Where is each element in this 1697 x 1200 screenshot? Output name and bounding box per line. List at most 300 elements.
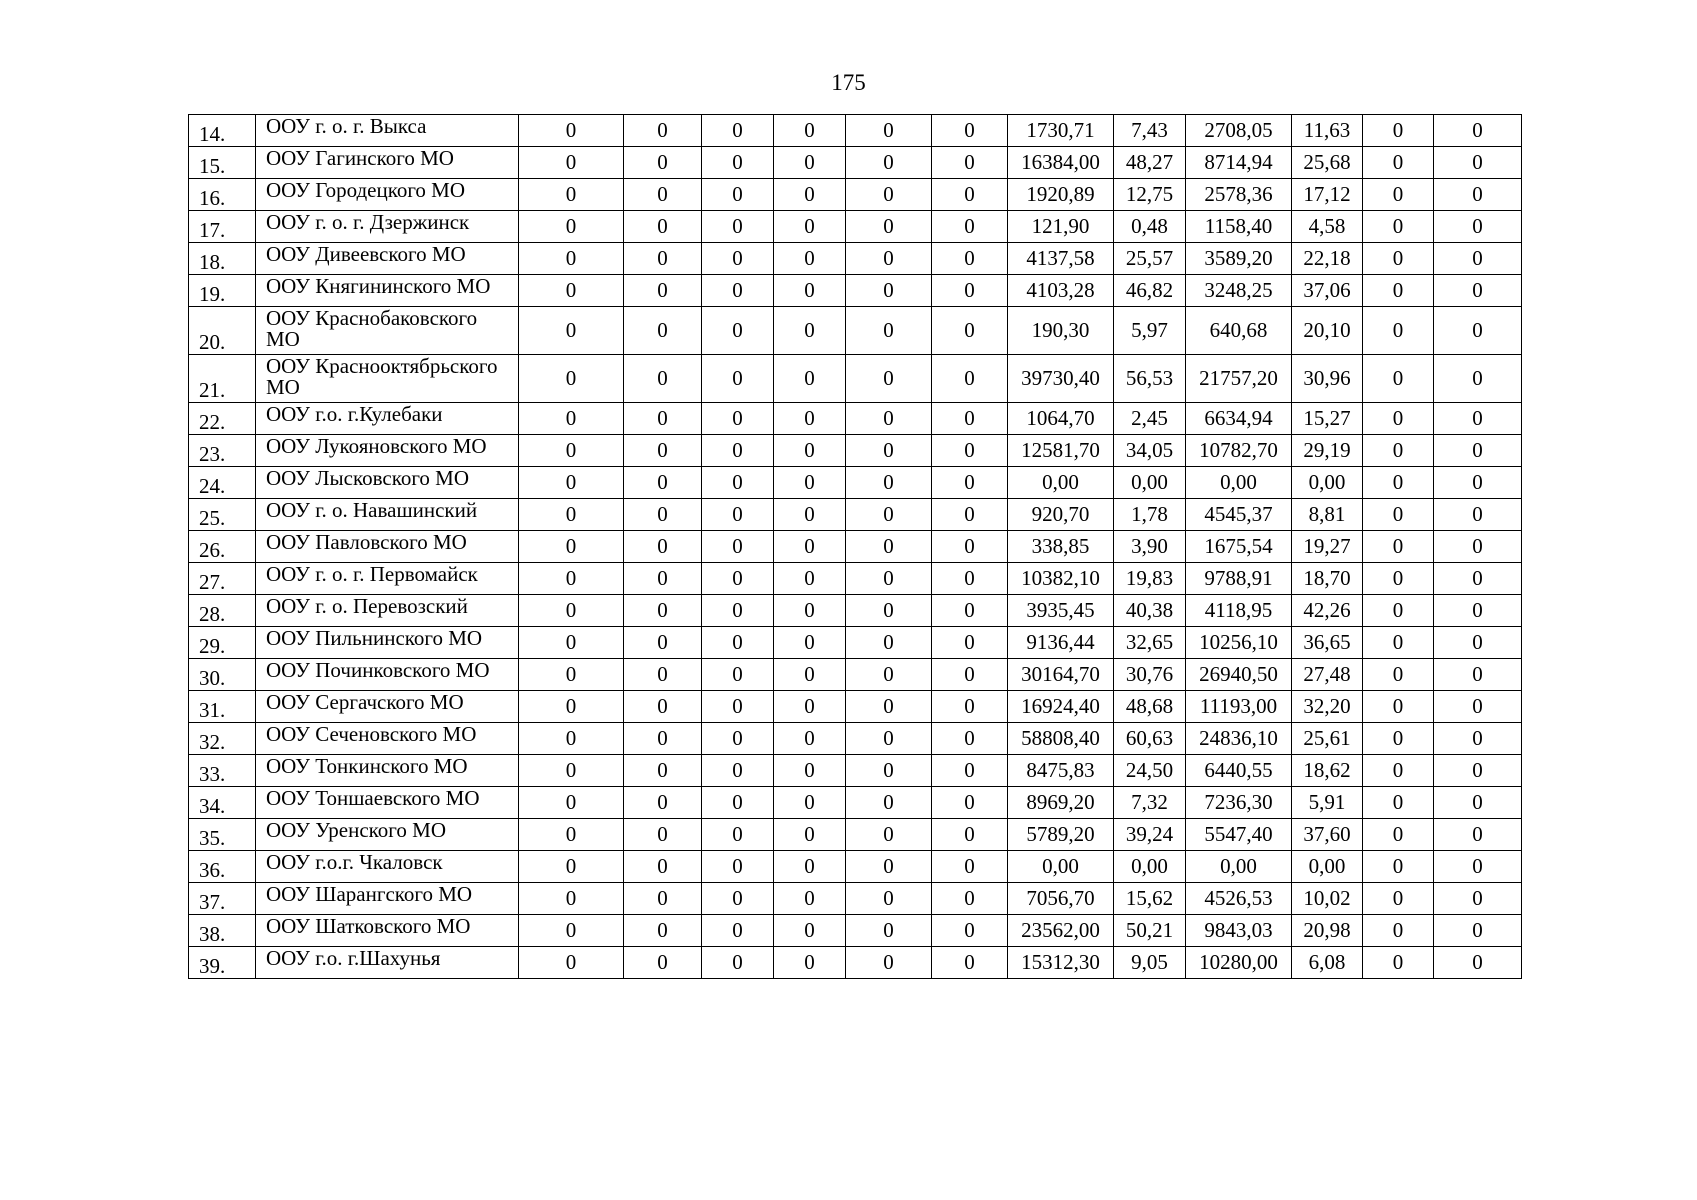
value-cell: 0: [519, 755, 624, 787]
value-cell: 0: [702, 819, 774, 851]
value-cell: 0: [774, 787, 846, 819]
value-cell: 0: [774, 307, 846, 355]
value-cell: 0: [774, 915, 846, 947]
value-cell: 0: [774, 883, 846, 915]
value-cell: 0: [702, 691, 774, 723]
value-cell: 0: [1363, 307, 1434, 355]
value-cell: 0: [1434, 467, 1522, 499]
value-cell: 3935,45: [1008, 595, 1114, 627]
table-row: [189, 355, 1522, 403]
value-cell: 17,12: [1292, 179, 1363, 211]
value-cell: 0: [1363, 563, 1434, 595]
row-number: 28.: [189, 595, 256, 627]
value-cell: 48,27: [1114, 147, 1186, 179]
organization-name: ООУ г. о. г. Первомайск: [256, 563, 519, 595]
value-cell: 0,00: [1008, 467, 1114, 499]
organization-name: ООУ Городецкого МО: [256, 179, 519, 211]
value-cell: 3248,25: [1186, 275, 1292, 307]
value-cell: 0: [702, 627, 774, 659]
row-number: 15.: [189, 147, 256, 179]
value-cell: 0: [1363, 883, 1434, 915]
value-cell: 0: [1363, 467, 1434, 499]
value-cell: 0,00: [1292, 851, 1363, 883]
value-cell: 42,26: [1292, 595, 1363, 627]
value-cell: 6,08: [1292, 947, 1363, 979]
row-number: 36.: [189, 851, 256, 883]
row-number: 16.: [189, 179, 256, 211]
value-cell: 0: [519, 723, 624, 755]
value-cell: 0: [624, 467, 702, 499]
value-cell: 0: [846, 563, 932, 595]
value-cell: 0: [624, 403, 702, 435]
value-cell: 0: [624, 147, 702, 179]
organization-name: ООУ Краснооктябрьского МО: [256, 355, 519, 403]
value-cell: 0: [932, 659, 1008, 691]
row-number: 22.: [189, 403, 256, 435]
value-cell: 0: [846, 787, 932, 819]
value-cell: 0: [1434, 563, 1522, 595]
table-row: [189, 691, 1522, 723]
value-cell: 29,19: [1292, 435, 1363, 467]
value-cell: 0: [702, 307, 774, 355]
organization-name: ООУ Пильнинского МО: [256, 627, 519, 659]
value-cell: 0: [519, 243, 624, 275]
value-cell: 0: [774, 275, 846, 307]
value-cell: 0: [1434, 723, 1522, 755]
value-cell: 0: [1434, 883, 1522, 915]
organization-name: ООУ Шатковского МО: [256, 915, 519, 947]
row-number: 34.: [189, 787, 256, 819]
table-row: [189, 787, 1522, 819]
value-cell: 27,48: [1292, 659, 1363, 691]
value-cell: 0: [932, 563, 1008, 595]
value-cell: 0: [702, 851, 774, 883]
value-cell: 0: [846, 355, 932, 403]
value-cell: 0: [624, 723, 702, 755]
value-cell: 0: [1434, 947, 1522, 979]
value-cell: 1158,40: [1186, 211, 1292, 243]
value-cell: 0: [519, 787, 624, 819]
table-row: [189, 435, 1522, 467]
organization-name: ООУ Уренского МО: [256, 819, 519, 851]
value-cell: 0: [702, 243, 774, 275]
organization-name: ООУ г. о. Навашинский: [256, 499, 519, 531]
value-cell: 0: [702, 403, 774, 435]
value-cell: 0: [932, 307, 1008, 355]
value-cell: 0: [624, 275, 702, 307]
value-cell: 0,00: [1114, 467, 1186, 499]
value-cell: 0: [1363, 755, 1434, 787]
value-cell: 0: [846, 627, 932, 659]
value-cell: 0: [702, 659, 774, 691]
table-row: [189, 723, 1522, 755]
value-cell: 0: [774, 563, 846, 595]
value-cell: 0: [519, 595, 624, 627]
value-cell: 0: [932, 531, 1008, 563]
value-cell: 0: [624, 115, 702, 147]
value-cell: 10782,70: [1186, 435, 1292, 467]
value-cell: 0: [932, 211, 1008, 243]
value-cell: 0: [1363, 403, 1434, 435]
value-cell: 0: [702, 355, 774, 403]
value-cell: 5789,20: [1008, 819, 1114, 851]
value-cell: 50,21: [1114, 915, 1186, 947]
value-cell: 0: [932, 915, 1008, 947]
value-cell: 12,75: [1114, 179, 1186, 211]
value-cell: 0: [1363, 531, 1434, 563]
value-cell: 25,68: [1292, 147, 1363, 179]
value-cell: 0: [846, 147, 932, 179]
organization-name: ООУ г.о.г. Чкаловск: [256, 851, 519, 883]
row-number: 31.: [189, 691, 256, 723]
value-cell: 0: [846, 883, 932, 915]
value-cell: 0: [774, 211, 846, 243]
value-cell: 0: [624, 883, 702, 915]
value-cell: 0: [846, 115, 932, 147]
organization-name: ООУ Княгининского МО: [256, 275, 519, 307]
value-cell: 48,68: [1114, 691, 1186, 723]
value-cell: 8475,83: [1008, 755, 1114, 787]
organization-name: ООУ Сергачского МО: [256, 691, 519, 723]
table-row: [189, 819, 1522, 851]
value-cell: 0: [702, 755, 774, 787]
table-row: [189, 915, 1522, 947]
value-cell: 25,57: [1114, 243, 1186, 275]
value-cell: 0: [624, 563, 702, 595]
value-cell: 0: [774, 723, 846, 755]
value-cell: 0: [519, 627, 624, 659]
value-cell: 0: [932, 355, 1008, 403]
organization-name: ООУ Тонкинского МО: [256, 755, 519, 787]
value-cell: 8714,94: [1186, 147, 1292, 179]
value-cell: 0: [519, 947, 624, 979]
value-cell: 0: [702, 435, 774, 467]
organization-name: ООУ г. о. г. Дзержинск: [256, 211, 519, 243]
value-cell: 0: [774, 435, 846, 467]
value-cell: 0: [1434, 787, 1522, 819]
value-cell: 0: [702, 883, 774, 915]
value-cell: 8969,20: [1008, 787, 1114, 819]
value-cell: 0: [774, 691, 846, 723]
value-cell: 1,78: [1114, 499, 1186, 531]
value-cell: 0: [932, 467, 1008, 499]
value-cell: 58808,40: [1008, 723, 1114, 755]
value-cell: 0: [519, 307, 624, 355]
value-cell: 37,60: [1292, 819, 1363, 851]
value-cell: 0: [519, 435, 624, 467]
value-cell: 0: [846, 435, 932, 467]
organization-name: ООУ г. о. г. Выкса: [256, 115, 519, 147]
table-row: [189, 659, 1522, 691]
row-number: 24.: [189, 467, 256, 499]
value-cell: 920,70: [1008, 499, 1114, 531]
value-cell: 0: [624, 755, 702, 787]
value-cell: 0: [846, 307, 932, 355]
value-cell: 60,63: [1114, 723, 1186, 755]
row-number: 39.: [189, 947, 256, 979]
value-cell: 0: [774, 659, 846, 691]
value-cell: 0: [624, 531, 702, 563]
value-cell: 18,70: [1292, 563, 1363, 595]
value-cell: 11193,00: [1186, 691, 1292, 723]
value-cell: 7056,70: [1008, 883, 1114, 915]
organization-name: ООУ Шарангского МО: [256, 883, 519, 915]
value-cell: 0: [519, 691, 624, 723]
row-number: 21.: [189, 355, 256, 403]
data-table: [188, 114, 1522, 979]
value-cell: 2708,05: [1186, 115, 1292, 147]
value-cell: 4545,37: [1186, 499, 1292, 531]
organization-name: ООУ Дивеевского МО: [256, 243, 519, 275]
value-cell: 0: [932, 179, 1008, 211]
value-cell: 0: [846, 691, 932, 723]
value-cell: 0: [932, 755, 1008, 787]
page-number: 175: [831, 70, 866, 95]
value-cell: 0: [1434, 211, 1522, 243]
row-number: 37.: [189, 883, 256, 915]
organization-name: ООУ Лысковского МО: [256, 467, 519, 499]
value-cell: 0: [846, 211, 932, 243]
value-cell: 0: [846, 819, 932, 851]
value-cell: 10280,00: [1186, 947, 1292, 979]
table-row: [189, 755, 1522, 787]
value-cell: 0,00: [1186, 467, 1292, 499]
value-cell: 0: [846, 659, 932, 691]
value-cell: 0: [932, 691, 1008, 723]
value-cell: 10256,10: [1186, 627, 1292, 659]
table-row: [189, 179, 1522, 211]
row-number: 33.: [189, 755, 256, 787]
value-cell: 0: [1434, 243, 1522, 275]
value-cell: 1064,70: [1008, 403, 1114, 435]
organization-name: ООУ г. о. Перевозский: [256, 595, 519, 627]
value-cell: 3,90: [1114, 531, 1186, 563]
value-cell: 0: [624, 851, 702, 883]
organization-name: ООУ Тоншаевского МО: [256, 787, 519, 819]
row-number: 30.: [189, 659, 256, 691]
organization-name: ООУ г.о. г.Кулебаки: [256, 403, 519, 435]
value-cell: 0: [1363, 499, 1434, 531]
value-cell: 7,32: [1114, 787, 1186, 819]
value-cell: 0: [774, 531, 846, 563]
value-cell: 0: [624, 307, 702, 355]
value-cell: 0: [624, 819, 702, 851]
value-cell: 0: [624, 947, 702, 979]
row-number: 29.: [189, 627, 256, 659]
value-cell: 0: [702, 211, 774, 243]
value-cell: 0,00: [1114, 851, 1186, 883]
value-cell: 39,24: [1114, 819, 1186, 851]
value-cell: 0: [702, 563, 774, 595]
value-cell: 0,48: [1114, 211, 1186, 243]
table-body: [189, 115, 1522, 979]
value-cell: 0: [846, 595, 932, 627]
value-cell: 23562,00: [1008, 915, 1114, 947]
row-number: 18.: [189, 243, 256, 275]
value-cell: 12581,70: [1008, 435, 1114, 467]
value-cell: 0: [774, 755, 846, 787]
value-cell: 18,62: [1292, 755, 1363, 787]
table-row: [189, 307, 1522, 355]
value-cell: 0: [1434, 307, 1522, 355]
organization-name: ООУ Павловского МО: [256, 531, 519, 563]
value-cell: 15312,30: [1008, 947, 1114, 979]
value-cell: 7,43: [1114, 115, 1186, 147]
value-cell: 32,20: [1292, 691, 1363, 723]
value-cell: 0: [1363, 179, 1434, 211]
value-cell: 3589,20: [1186, 243, 1292, 275]
value-cell: 0: [624, 179, 702, 211]
value-cell: 0: [519, 355, 624, 403]
value-cell: 30,96: [1292, 355, 1363, 403]
value-cell: 0: [1363, 435, 1434, 467]
value-cell: 39730,40: [1008, 355, 1114, 403]
value-cell: 0: [846, 915, 932, 947]
value-cell: 0: [1363, 691, 1434, 723]
value-cell: 0: [774, 179, 846, 211]
table-row: [189, 883, 1522, 915]
value-cell: 0: [702, 915, 774, 947]
value-cell: 6440,55: [1186, 755, 1292, 787]
value-cell: 2,45: [1114, 403, 1186, 435]
organization-name: ООУ Сеченовского МО: [256, 723, 519, 755]
value-cell: 0: [1434, 531, 1522, 563]
table-row: [189, 627, 1522, 659]
value-cell: 0: [702, 723, 774, 755]
value-cell: 16384,00: [1008, 147, 1114, 179]
value-cell: 0: [1363, 787, 1434, 819]
value-cell: 0: [932, 147, 1008, 179]
value-cell: 0: [1434, 627, 1522, 659]
value-cell: 0: [1434, 275, 1522, 307]
value-cell: 0: [624, 627, 702, 659]
value-cell: 0: [1363, 275, 1434, 307]
value-cell: 0: [932, 435, 1008, 467]
value-cell: 0: [1363, 211, 1434, 243]
value-cell: 37,06: [1292, 275, 1363, 307]
value-cell: 0: [624, 355, 702, 403]
value-cell: 0: [702, 531, 774, 563]
value-cell: 0: [774, 243, 846, 275]
value-cell: 19,83: [1114, 563, 1186, 595]
value-cell: 4137,58: [1008, 243, 1114, 275]
row-number: 25.: [189, 499, 256, 531]
value-cell: 0: [1363, 659, 1434, 691]
value-cell: 0: [519, 819, 624, 851]
value-cell: 0: [519, 851, 624, 883]
value-cell: 0: [846, 947, 932, 979]
table-row: [189, 531, 1522, 563]
value-cell: 0: [1363, 851, 1434, 883]
value-cell: 0: [774, 595, 846, 627]
value-cell: 0: [624, 595, 702, 627]
table-row: [189, 147, 1522, 179]
value-cell: 0: [846, 179, 932, 211]
value-cell: 0: [1434, 595, 1522, 627]
value-cell: 0: [774, 147, 846, 179]
value-cell: 0: [1434, 755, 1522, 787]
value-cell: 9,05: [1114, 947, 1186, 979]
value-cell: 25,61: [1292, 723, 1363, 755]
value-cell: 0: [774, 819, 846, 851]
value-cell: 0: [846, 755, 932, 787]
value-cell: 34,05: [1114, 435, 1186, 467]
value-cell: 0: [1434, 403, 1522, 435]
value-cell: 0: [519, 179, 624, 211]
value-cell: 0: [702, 115, 774, 147]
value-cell: 15,62: [1114, 883, 1186, 915]
value-cell: 0: [774, 851, 846, 883]
row-number: 32.: [189, 723, 256, 755]
value-cell: 1675,54: [1186, 531, 1292, 563]
value-cell: 0: [932, 595, 1008, 627]
value-cell: 0: [932, 499, 1008, 531]
value-cell: 24,50: [1114, 755, 1186, 787]
value-cell: 338,85: [1008, 531, 1114, 563]
value-cell: 11,63: [1292, 115, 1363, 147]
row-number: 38.: [189, 915, 256, 947]
value-cell: 0: [774, 627, 846, 659]
value-cell: 0: [846, 531, 932, 563]
value-cell: 0: [1434, 691, 1522, 723]
value-cell: 20,10: [1292, 307, 1363, 355]
row-number: 20.: [189, 307, 256, 355]
value-cell: 0: [519, 563, 624, 595]
value-cell: 24836,10: [1186, 723, 1292, 755]
table-row: [189, 563, 1522, 595]
value-cell: 4526,53: [1186, 883, 1292, 915]
table-row: [189, 115, 1522, 147]
value-cell: 5,91: [1292, 787, 1363, 819]
row-number: 26.: [189, 531, 256, 563]
value-cell: 9788,91: [1186, 563, 1292, 595]
table-row: [189, 851, 1522, 883]
value-cell: 0: [1434, 147, 1522, 179]
organization-name: ООУ Лукояновского МО: [256, 435, 519, 467]
value-cell: 0: [624, 499, 702, 531]
value-cell: 0: [932, 627, 1008, 659]
value-cell: 190,30: [1008, 307, 1114, 355]
value-cell: 0: [624, 243, 702, 275]
value-cell: 0: [1363, 115, 1434, 147]
value-cell: 56,53: [1114, 355, 1186, 403]
value-cell: 21757,20: [1186, 355, 1292, 403]
value-cell: 0: [846, 499, 932, 531]
value-cell: 9843,03: [1186, 915, 1292, 947]
value-cell: 0: [1434, 819, 1522, 851]
value-cell: 4103,28: [1008, 275, 1114, 307]
row-number: 23.: [189, 435, 256, 467]
value-cell: 22,18: [1292, 243, 1363, 275]
value-cell: 30164,70: [1008, 659, 1114, 691]
value-cell: 0: [932, 787, 1008, 819]
value-cell: 0: [702, 179, 774, 211]
value-cell: 0: [932, 115, 1008, 147]
row-number: 17.: [189, 211, 256, 243]
table-row: [189, 403, 1522, 435]
organization-name: ООУ Краснобаковского МО: [256, 307, 519, 355]
value-cell: 640,68: [1186, 307, 1292, 355]
value-cell: 0: [519, 403, 624, 435]
value-cell: 0: [932, 883, 1008, 915]
table-row: [189, 211, 1522, 243]
value-cell: 0: [1363, 723, 1434, 755]
value-cell: 2578,36: [1186, 179, 1292, 211]
value-cell: 0: [1434, 115, 1522, 147]
value-cell: 0: [702, 947, 774, 979]
value-cell: 0: [1434, 659, 1522, 691]
value-cell: 0: [932, 403, 1008, 435]
